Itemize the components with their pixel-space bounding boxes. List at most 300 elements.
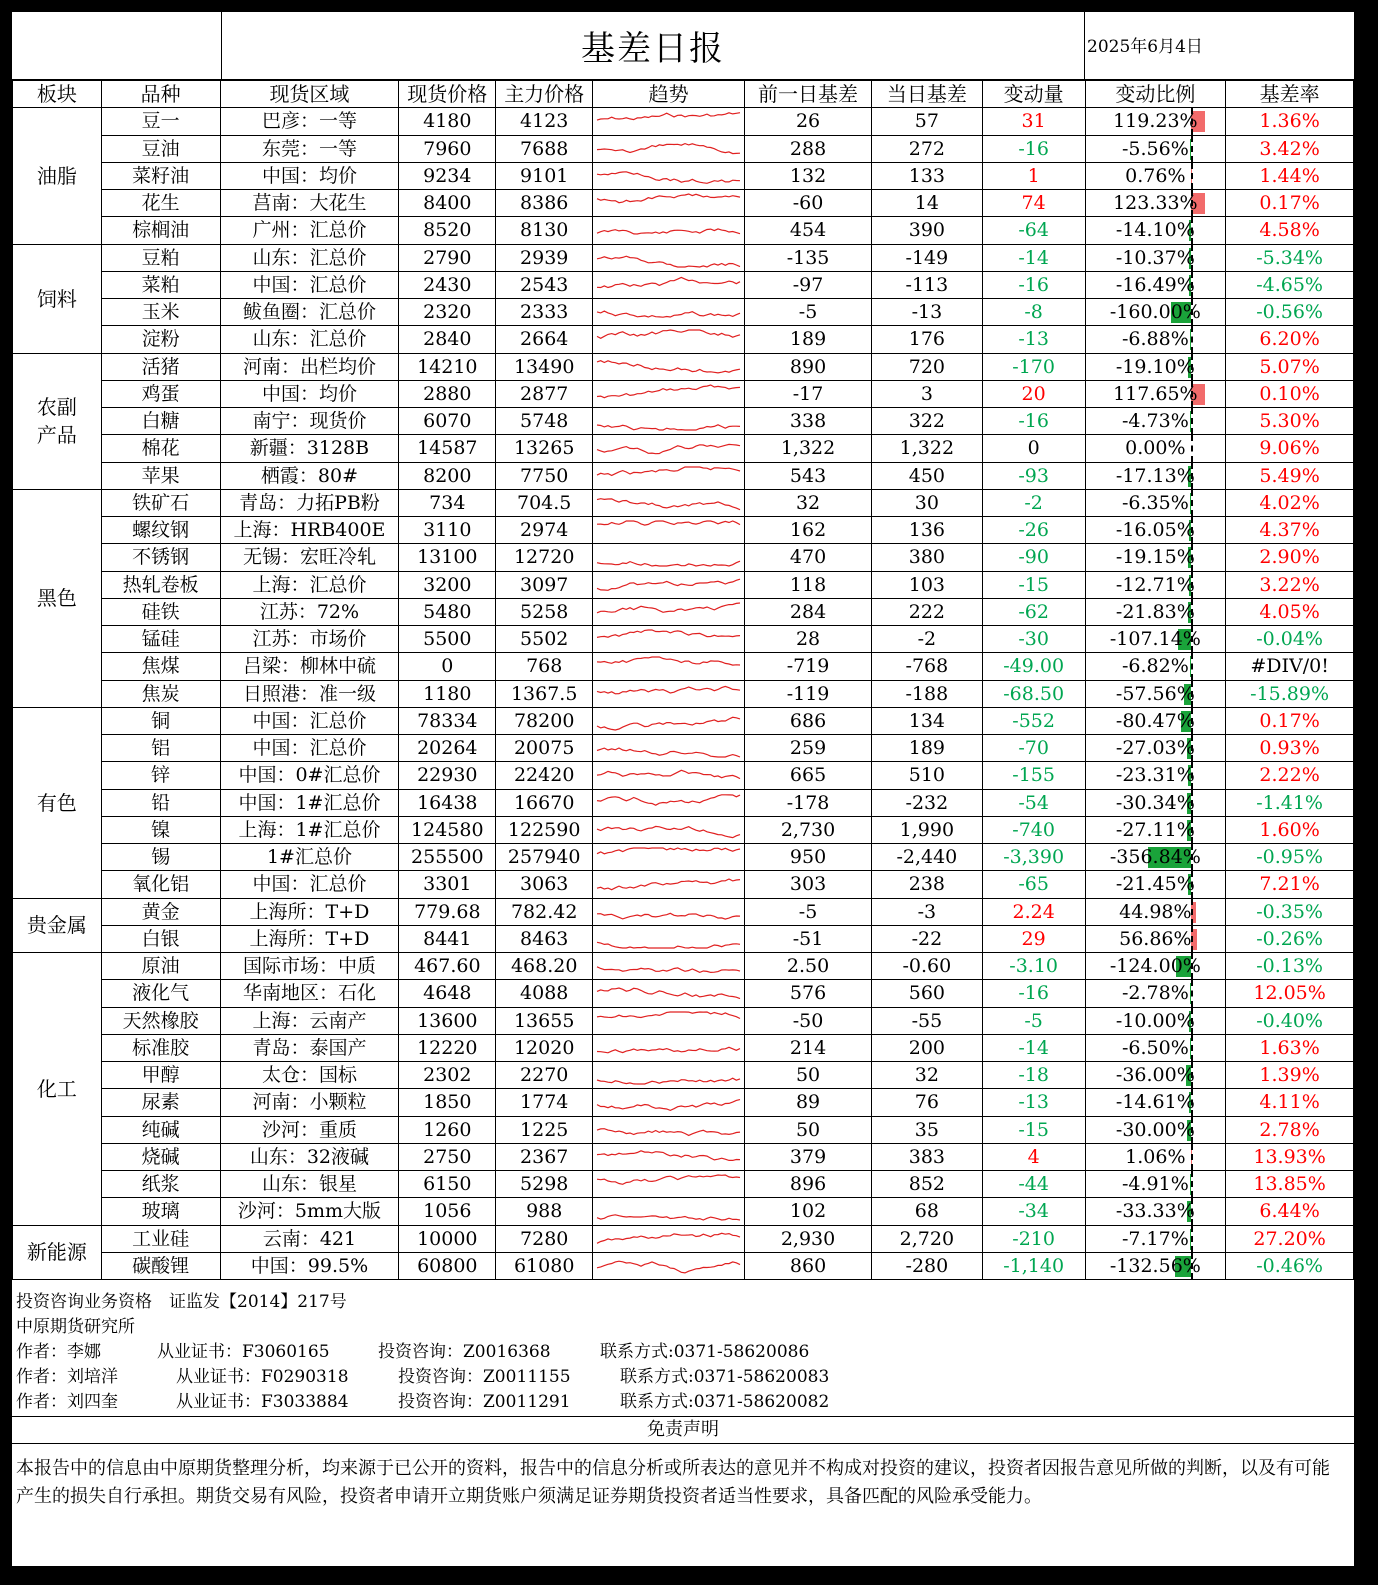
table-row	[13, 326, 1354, 353]
trend-cell	[593, 953, 745, 980]
change-cell: 2.24	[982, 898, 1085, 925]
trend-cell	[593, 1171, 745, 1198]
spot-price-cell: 16438	[399, 789, 496, 816]
trend-cell	[593, 980, 745, 1007]
author-cert: 从业证书：F3033884	[176, 1392, 349, 1412]
variety-cell: 淀粉	[101, 326, 220, 353]
prev-basis-cell: 338	[745, 408, 872, 435]
prev-basis-cell: -60	[745, 190, 872, 217]
trend-sparkline-chart	[593, 490, 744, 516]
sector-cell: 有色	[13, 707, 102, 898]
futures-price-cell: 5298	[496, 1171, 593, 1198]
col-header-basis-rate: 基差率	[1226, 81, 1354, 108]
region-cell: 日照港：准一级	[220, 680, 399, 707]
region-cell: 上海：云南产	[220, 1007, 399, 1034]
spot-price-cell: 734	[399, 489, 496, 516]
ratio-axis-line	[1191, 653, 1193, 679]
region-cell: 中国：1#汇总价	[220, 789, 399, 816]
region-cell: 中国：汇总价	[220, 707, 399, 734]
curr-basis-cell: -0.60	[871, 953, 982, 980]
change-cell: -14	[982, 244, 1085, 271]
change-cell: -155	[982, 762, 1085, 789]
region-cell: 山东：银星	[220, 1171, 399, 1198]
change-ratio-value: -21.83%	[1115, 600, 1195, 623]
trend-cell	[593, 408, 745, 435]
change-ratio-cell	[1085, 980, 1226, 1007]
table-row	[13, 1225, 1354, 1252]
sparkline	[597, 686, 740, 693]
prev-basis-cell: -135	[745, 244, 872, 271]
basis-rate-cell: 2.22%	[1226, 762, 1354, 789]
trend-sparkline-chart	[593, 980, 744, 1006]
futures-price-cell: 8130	[496, 217, 593, 244]
spot-price-cell: 8441	[399, 925, 496, 952]
futures-price-cell: 2974	[496, 517, 593, 544]
col-header-spot: 现货价格	[399, 81, 496, 108]
variety-cell: 尿素	[101, 1089, 220, 1116]
region-cell: 河南：小颗粒	[220, 1089, 399, 1116]
sparkline	[597, 1078, 740, 1084]
prev-basis-cell: 284	[745, 598, 872, 625]
spot-price-cell: 4648	[399, 980, 496, 1007]
basis-rate-cell: 13.85%	[1226, 1171, 1354, 1198]
ratio-axis-line	[1191, 980, 1193, 1006]
variety-cell: 硅铁	[101, 598, 220, 625]
header-row	[13, 81, 1354, 108]
basis-rate-cell: 0.17%	[1226, 190, 1354, 217]
sparkline	[597, 988, 740, 999]
trend-sparkline-chart	[593, 544, 744, 570]
report-title: 基差日报	[221, 12, 1085, 79]
author-name: 作者：刘四奎	[16, 1392, 118, 1412]
change-cell: -1,140	[982, 1252, 1085, 1279]
region-cell: 中国：99.5%	[220, 1252, 399, 1279]
sparkline	[597, 913, 740, 919]
futures-price-cell: 13655	[496, 1007, 593, 1034]
trend-sparkline-chart	[593, 1117, 744, 1143]
curr-basis-cell: 1,990	[871, 816, 982, 843]
basis-rate-cell: 1.44%	[1226, 162, 1354, 189]
change-ratio-value: 117.65%	[1113, 382, 1198, 405]
change-ratio-value: -2.78%	[1121, 982, 1189, 1005]
prev-basis-cell: 2,730	[745, 816, 872, 843]
curr-basis-cell: 136	[871, 517, 982, 544]
trend-cell	[593, 217, 745, 244]
change-ratio-value: -17.13%	[1115, 464, 1195, 487]
trend-cell	[593, 735, 745, 762]
spot-price-cell: 1850	[399, 1089, 496, 1116]
change-ratio-value: -19.15%	[1115, 546, 1195, 569]
variety-cell: 镍	[101, 816, 220, 843]
futures-price-cell: 122590	[496, 816, 593, 843]
region-cell: 鲅鱼圈：汇总价	[220, 299, 399, 326]
col-header-trend: 趋势	[593, 81, 745, 108]
basis-rate-cell: 6.20%	[1226, 326, 1354, 353]
spot-price-cell: 20264	[399, 735, 496, 762]
change-cell: -15	[982, 571, 1085, 598]
table-row	[13, 544, 1354, 571]
basis-rate-cell: -0.46%	[1226, 1252, 1354, 1279]
change-cell: -64	[982, 217, 1085, 244]
trend-sparkline-chart	[593, 381, 744, 407]
variety-cell: 活猪	[101, 353, 220, 380]
change-cell: -44	[982, 1171, 1085, 1198]
prev-basis-cell: 26	[745, 108, 872, 135]
trend-cell	[593, 353, 745, 380]
change-ratio-value: 56.86%	[1119, 927, 1192, 950]
trend-sparkline-chart	[593, 1253, 744, 1279]
region-cell: 国际市场：中质	[220, 953, 399, 980]
trend-cell	[593, 925, 745, 952]
change-ratio-value: -27.03%	[1115, 737, 1195, 760]
change-ratio-cell	[1085, 653, 1226, 680]
sparkline	[597, 967, 740, 973]
basis-rate-cell: -0.26%	[1226, 925, 1354, 952]
trend-sparkline-chart	[593, 899, 744, 925]
trend-sparkline-chart	[593, 790, 744, 816]
change-ratio-cell	[1085, 108, 1226, 135]
futures-price-cell: 13265	[496, 435, 593, 462]
curr-basis-cell: 450	[871, 462, 982, 489]
curr-basis-cell: -2,440	[871, 844, 982, 871]
trend-sparkline-chart	[593, 653, 744, 679]
change-ratio-cell	[1085, 571, 1226, 598]
sparkline	[597, 113, 740, 120]
variety-cell: 豆粕	[101, 244, 220, 271]
sparkline	[597, 603, 740, 613]
curr-basis-cell: -768	[871, 653, 982, 680]
spot-price-cell: 467.60	[399, 953, 496, 980]
curr-basis-cell: 383	[871, 1143, 982, 1170]
basis-rate-cell: 2.78%	[1226, 1116, 1354, 1143]
sparkline	[597, 1012, 740, 1019]
region-cell: 吕梁：柳林中硫	[220, 653, 399, 680]
col-header-region: 现货区域	[220, 81, 399, 108]
change-cell: -13	[982, 326, 1085, 353]
curr-basis-cell: -22	[871, 925, 982, 952]
futures-price-cell: 12020	[496, 1034, 593, 1061]
prev-basis-cell: 454	[745, 217, 872, 244]
trend-sparkline-chart	[593, 817, 744, 843]
change-ratio-cell	[1085, 517, 1226, 544]
change-ratio-cell	[1085, 1143, 1226, 1170]
col-header-prev-basis: 前一日基差	[745, 81, 872, 108]
author-contact: 联系方式:0371-58620083	[620, 1367, 830, 1387]
futures-price-cell: 4123	[496, 108, 593, 135]
trend-sparkline-chart	[593, 299, 744, 325]
table-row	[13, 980, 1354, 1007]
change-ratio-value: 119.23%	[1113, 110, 1198, 133]
curr-basis-cell: -3	[871, 898, 982, 925]
variety-cell: 鸡蛋	[101, 380, 220, 407]
change-cell: -5	[982, 1007, 1085, 1034]
basis-rate-cell: 27.20%	[1226, 1225, 1354, 1252]
trend-sparkline-chart	[593, 136, 744, 162]
prev-basis-cell: 214	[745, 1034, 872, 1061]
trend-sparkline-chart	[593, 871, 744, 897]
institute-line	[16, 1312, 1346, 1337]
change-ratio-cell	[1085, 844, 1226, 871]
futures-price-cell: 2543	[496, 271, 593, 298]
curr-basis-cell: 272	[871, 135, 982, 162]
trend-cell	[593, 680, 745, 707]
basis-rate-cell: 4.37%	[1226, 517, 1354, 544]
futures-price-cell: 3063	[496, 871, 593, 898]
curr-basis-cell: 14	[871, 190, 982, 217]
prev-basis-cell: -178	[745, 789, 872, 816]
variety-cell: 棉花	[101, 435, 220, 462]
change-cell: -65	[982, 871, 1085, 898]
change-ratio-cell	[1085, 598, 1226, 625]
curr-basis-cell: 200	[871, 1034, 982, 1061]
trend-sparkline-chart	[593, 354, 744, 380]
trend-cell	[593, 271, 745, 298]
region-cell: 上海：HRB400E	[220, 517, 399, 544]
table-row	[13, 844, 1354, 871]
spot-price-cell: 14587	[399, 435, 496, 462]
basis-rate-cell: -1.41%	[1226, 789, 1354, 816]
curr-basis-cell: -55	[871, 1007, 982, 1034]
curr-basis-cell: 3	[871, 380, 982, 407]
prev-basis-cell: 950	[745, 844, 872, 871]
change-ratio-value: -36.00%	[1115, 1064, 1195, 1087]
basis-rate-cell: 2.90%	[1226, 544, 1354, 571]
change-ratio-value: -6.35%	[1121, 491, 1189, 514]
region-cell: 上海所：T+D	[220, 925, 399, 952]
curr-basis-cell: 176	[871, 326, 982, 353]
curr-basis-cell: -113	[871, 271, 982, 298]
futures-price-cell: 2367	[496, 1143, 593, 1170]
sparkline	[597, 277, 740, 287]
change-ratio-value: -356.84%	[1109, 846, 1201, 869]
table-row	[13, 735, 1354, 762]
basis-rate-cell: 1.36%	[1226, 108, 1354, 135]
trend-cell	[593, 544, 745, 571]
spot-price-cell: 10000	[399, 1225, 496, 1252]
region-cell: 沙河：5mm大版	[220, 1198, 399, 1225]
sparkline	[597, 579, 740, 590]
trend-sparkline-chart	[593, 762, 744, 788]
variety-cell: 烧碱	[101, 1143, 220, 1170]
ratio-axis-line	[1191, 163, 1193, 189]
curr-basis-cell: 32	[871, 1062, 982, 1089]
variety-cell: 锡	[101, 844, 220, 871]
trend-sparkline-chart	[593, 108, 744, 134]
prev-basis-cell: -119	[745, 680, 872, 707]
change-ratio-cell	[1085, 898, 1226, 925]
table-row	[13, 462, 1354, 489]
curr-basis-cell: 720	[871, 353, 982, 380]
change-cell: -30	[982, 626, 1085, 653]
table-row	[13, 898, 1354, 925]
change-ratio-value: -27.11%	[1115, 818, 1195, 841]
author-line	[16, 1387, 1346, 1412]
curr-basis-cell: 76	[871, 1089, 982, 1116]
curr-basis-cell: 35	[871, 1116, 982, 1143]
curr-basis-cell: 133	[871, 162, 982, 189]
trend-cell	[593, 898, 745, 925]
variety-cell: 菜籽油	[101, 162, 220, 189]
sparkline	[597, 942, 740, 948]
prev-basis-cell: 162	[745, 517, 872, 544]
sparkline	[597, 1215, 740, 1220]
spot-price-cell: 3110	[399, 517, 496, 544]
basis-daily-report	[12, 12, 1354, 1566]
variety-cell: 玻璃	[101, 1198, 220, 1225]
futures-price-cell: 4088	[496, 980, 593, 1007]
spot-price-cell: 2880	[399, 380, 496, 407]
curr-basis-cell: -149	[871, 244, 982, 271]
futures-price-cell: 7688	[496, 135, 593, 162]
basis-rate-cell: -0.56%	[1226, 299, 1354, 326]
prev-basis-cell: -719	[745, 653, 872, 680]
variety-cell: 天然橡胶	[101, 1007, 220, 1034]
change-cell: -14	[982, 1034, 1085, 1061]
basis-rate-cell: 5.30%	[1226, 408, 1354, 435]
trend-cell	[593, 1089, 745, 1116]
basis-rate-cell: 9.06%	[1226, 435, 1354, 462]
variety-cell: 焦煤	[101, 653, 220, 680]
col-header-futures: 主力价格	[496, 81, 593, 108]
prev-basis-cell: -51	[745, 925, 872, 952]
futures-price-cell: 257940	[496, 844, 593, 871]
table-row	[13, 680, 1354, 707]
trend-sparkline-chart	[593, 626, 744, 652]
trend-sparkline-chart	[593, 735, 744, 761]
ratio-axis-line	[1191, 435, 1193, 461]
change-ratio-value: -7.17%	[1121, 1227, 1189, 1250]
trend-cell	[593, 1007, 745, 1034]
region-cell: 沙河：重质	[220, 1116, 399, 1143]
basis-rate-cell: 0.10%	[1226, 380, 1354, 407]
region-cell: 莒南：大花生	[220, 190, 399, 217]
change-ratio-value: -12.71%	[1115, 573, 1195, 596]
futures-price-cell: 2664	[496, 326, 593, 353]
futures-price-cell: 13490	[496, 353, 593, 380]
change-ratio-cell	[1085, 380, 1226, 407]
variety-cell: 螺纹钢	[101, 517, 220, 544]
variety-cell: 碳酸锂	[101, 1252, 220, 1279]
change-ratio-value: -30.00%	[1115, 1118, 1195, 1141]
trend-cell	[593, 1062, 745, 1089]
futures-price-cell: 704.5	[496, 489, 593, 516]
change-ratio-cell	[1085, 1171, 1226, 1198]
region-cell: 栖霞：80#	[220, 462, 399, 489]
table-row	[13, 571, 1354, 598]
basis-rate-cell: 4.11%	[1226, 1089, 1354, 1116]
sparkline	[597, 1175, 740, 1184]
trend-sparkline-chart	[593, 599, 744, 625]
change-ratio-cell	[1085, 489, 1226, 516]
prev-basis-cell: 50	[745, 1116, 872, 1143]
prev-basis-cell: -97	[745, 271, 872, 298]
futures-price-cell: 16670	[496, 789, 593, 816]
spot-price-cell: 5500	[399, 626, 496, 653]
trend-cell	[593, 1198, 745, 1225]
table-row	[13, 408, 1354, 435]
basis-rate-cell: -0.35%	[1226, 898, 1354, 925]
variety-cell: 纸浆	[101, 1171, 220, 1198]
change-ratio-value: -30.34%	[1115, 791, 1195, 814]
change-cell: -2	[982, 489, 1085, 516]
curr-basis-cell: 510	[871, 762, 982, 789]
prev-basis-cell: 576	[745, 980, 872, 1007]
sparkline	[597, 311, 740, 317]
basis-rate-cell: 0.17%	[1226, 707, 1354, 734]
prev-basis-cell: 860	[745, 1252, 872, 1279]
spot-price-cell: 2320	[399, 299, 496, 326]
futures-price-cell: 1774	[496, 1089, 593, 1116]
table-row	[13, 762, 1354, 789]
spot-price-cell: 0	[399, 653, 496, 680]
change-cell: -15	[982, 1116, 1085, 1143]
trend-sparkline-chart	[593, 1062, 744, 1088]
table-body	[13, 108, 1354, 1280]
prev-basis-cell: -5	[745, 299, 872, 326]
sector-cell: 农副产品	[13, 353, 102, 489]
variety-cell: 玉米	[101, 299, 220, 326]
prev-basis-cell: 118	[745, 571, 872, 598]
trend-cell	[593, 380, 745, 407]
basis-rate-cell: 7.21%	[1226, 871, 1354, 898]
change-cell: 20	[982, 380, 1085, 407]
region-cell: 上海：1#汇总价	[220, 816, 399, 843]
futures-price-cell: 2270	[496, 1062, 593, 1089]
change-ratio-value: -16.49%	[1115, 273, 1195, 296]
trend-cell	[593, 1143, 745, 1170]
trend-cell	[593, 571, 745, 598]
change-ratio-value: -21.45%	[1115, 873, 1195, 896]
change-ratio-value: -4.73%	[1121, 410, 1189, 433]
trend-sparkline-chart	[593, 272, 744, 298]
table-row	[13, 1062, 1354, 1089]
curr-basis-cell: 2,720	[871, 1225, 982, 1252]
change-cell: -16	[982, 980, 1085, 1007]
change-ratio-cell	[1085, 544, 1226, 571]
table-row	[13, 871, 1354, 898]
basis-rate-cell: -0.95%	[1226, 844, 1354, 871]
change-cell: -552	[982, 707, 1085, 734]
prev-basis-cell: 2.50	[745, 953, 872, 980]
sector-cell: 化工	[13, 953, 102, 1226]
spot-price-cell: 3200	[399, 571, 496, 598]
sector-cell: 新能源	[13, 1225, 102, 1280]
change-cell: -3,390	[982, 844, 1085, 871]
table-row	[13, 299, 1354, 326]
table-row	[13, 135, 1354, 162]
sparkline	[597, 794, 740, 804]
region-cell: 云南：421	[220, 1225, 399, 1252]
qualification-text: 投资咨询业务资格 证监发【2014】217号	[16, 1292, 347, 1312]
variety-cell: 棕榈油	[101, 217, 220, 244]
ratio-axis-line	[1191, 408, 1193, 434]
table-row	[13, 517, 1354, 544]
variety-cell: 标准胶	[101, 1034, 220, 1061]
change-ratio-cell	[1085, 680, 1226, 707]
change-cell: -70	[982, 735, 1085, 762]
region-cell: 广州：汇总价	[220, 217, 399, 244]
prev-basis-cell: 28	[745, 626, 872, 653]
report-footer	[12, 1283, 1354, 1566]
curr-basis-cell: -188	[871, 680, 982, 707]
sparkline	[597, 657, 740, 665]
change-ratio-cell	[1085, 626, 1226, 653]
trend-cell	[593, 653, 745, 680]
region-cell: 青岛：力拓PB粉	[220, 489, 399, 516]
trend-sparkline-chart	[593, 190, 744, 216]
sparkline	[597, 143, 740, 153]
table-row	[13, 217, 1354, 244]
